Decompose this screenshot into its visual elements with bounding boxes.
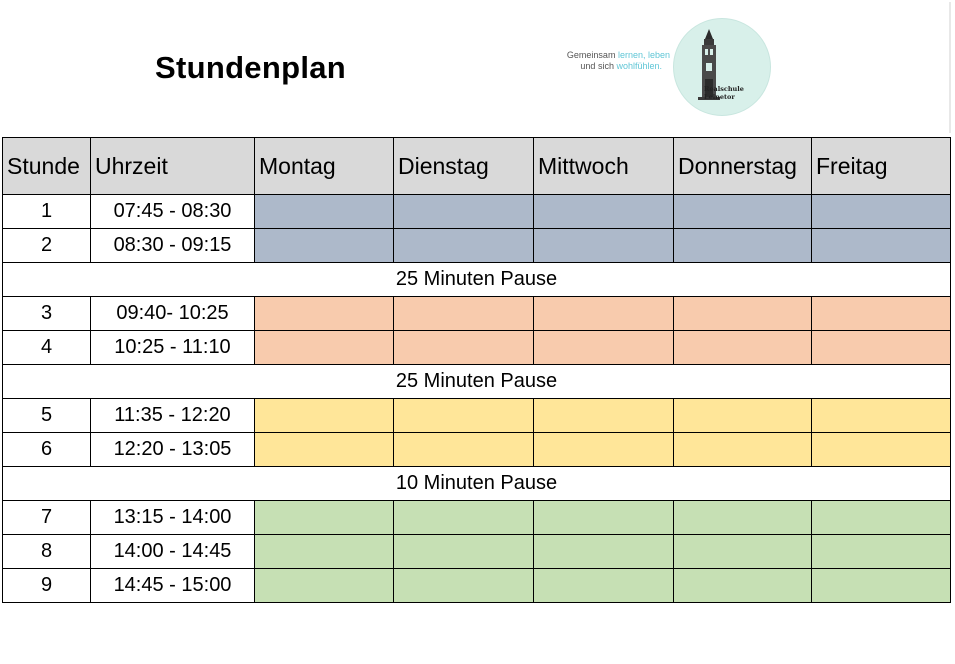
lesson-time: 07:45 - 08:30 xyxy=(91,195,255,229)
lesson-slot[interactable] xyxy=(394,229,534,263)
lesson-slot[interactable] xyxy=(255,501,394,535)
lesson-slot[interactable] xyxy=(394,569,534,603)
lesson-slot[interactable] xyxy=(674,331,812,365)
lesson-number: 5 xyxy=(3,399,91,433)
lesson-slot[interactable] xyxy=(674,229,812,263)
table-row xyxy=(3,331,951,365)
pause-label: 25 Minuten Pause xyxy=(3,263,951,297)
pause-label: 10 Minuten Pause xyxy=(3,467,951,501)
lesson-slot[interactable] xyxy=(674,569,812,603)
header-row xyxy=(3,138,951,195)
slogan-text: Gemeinsam xyxy=(566,50,618,60)
school-name-line: Leinetor xyxy=(704,93,735,101)
col-header-freitag: Freitag xyxy=(812,138,951,195)
table-row xyxy=(3,297,951,331)
lesson-number: 4 xyxy=(3,331,91,365)
table-row xyxy=(3,501,951,535)
lesson-slot[interactable] xyxy=(534,331,674,365)
col-header-montag: Montag xyxy=(255,138,394,195)
lesson-number: 2 xyxy=(3,229,91,263)
pause-row xyxy=(3,365,951,399)
lesson-slot[interactable] xyxy=(534,399,674,433)
col-header-donnerstag: Donnerstag xyxy=(674,138,812,195)
lesson-slot[interactable] xyxy=(674,399,812,433)
lesson-slot[interactable] xyxy=(812,501,951,535)
lesson-number: 1 xyxy=(3,195,91,229)
lesson-slot[interactable] xyxy=(534,535,674,569)
lesson-slot[interactable] xyxy=(255,535,394,569)
lesson-slot[interactable] xyxy=(812,433,951,467)
lesson-slot[interactable] xyxy=(674,195,812,229)
school-name xyxy=(704,85,744,101)
table-row xyxy=(3,535,951,569)
slogan-highlight: wohlfühlen. xyxy=(616,61,662,71)
lesson-number: 9 xyxy=(3,569,91,603)
pause-label: 25 Minuten Pause xyxy=(3,365,951,399)
lesson-slot[interactable] xyxy=(394,399,534,433)
table-row xyxy=(3,399,951,433)
lesson-time: 10:25 - 11:10 xyxy=(91,331,255,365)
lesson-slot[interactable] xyxy=(812,399,951,433)
lesson-slot[interactable] xyxy=(255,195,394,229)
lesson-slot[interactable] xyxy=(674,297,812,331)
lesson-slot[interactable] xyxy=(394,195,534,229)
slogan-highlight: lernen, leben xyxy=(617,50,670,60)
lesson-slot[interactable] xyxy=(812,569,951,603)
school-name-line: Realschule xyxy=(704,85,744,93)
school-logo xyxy=(673,18,771,116)
col-header-stunde: Stunde xyxy=(3,138,91,195)
lesson-slot[interactable] xyxy=(812,229,951,263)
lesson-slot[interactable] xyxy=(812,331,951,365)
col-header-uhrzeit: Uhrzeit xyxy=(91,138,255,195)
col-header-mittwoch: Mittwoch xyxy=(534,138,674,195)
table-row xyxy=(3,195,951,229)
lesson-slot[interactable] xyxy=(812,535,951,569)
lesson-slot[interactable] xyxy=(255,229,394,263)
lesson-slot[interactable] xyxy=(534,229,674,263)
lesson-slot[interactable] xyxy=(255,569,394,603)
lesson-number: 7 xyxy=(3,501,91,535)
lesson-time: 09:40- 10:25 xyxy=(91,297,255,331)
lesson-slot[interactable] xyxy=(255,297,394,331)
lesson-slot[interactable] xyxy=(394,331,534,365)
lesson-time: 14:45 - 15:00 xyxy=(91,569,255,603)
lesson-slot[interactable] xyxy=(812,297,951,331)
lesson-slot[interactable] xyxy=(394,433,534,467)
timetable xyxy=(2,137,951,603)
slogan-text: und sich xyxy=(580,61,617,71)
lesson-slot[interactable] xyxy=(394,501,534,535)
lesson-slot[interactable] xyxy=(534,433,674,467)
lesson-time: 13:15 - 14:00 xyxy=(91,501,255,535)
lesson-time: 08:30 - 09:15 xyxy=(91,229,255,263)
lesson-slot[interactable] xyxy=(534,501,674,535)
lesson-slot[interactable] xyxy=(674,501,812,535)
pause-row xyxy=(3,467,951,501)
lesson-time: 11:35 - 12:20 xyxy=(91,399,255,433)
lesson-slot[interactable] xyxy=(674,433,812,467)
lesson-slot[interactable] xyxy=(812,195,951,229)
lesson-number: 3 xyxy=(3,297,91,331)
lesson-slot[interactable] xyxy=(534,569,674,603)
lesson-slot[interactable] xyxy=(394,535,534,569)
school-slogan xyxy=(545,50,670,72)
lesson-slot[interactable] xyxy=(534,195,674,229)
table-row xyxy=(3,229,951,263)
pause-row xyxy=(3,263,951,297)
lesson-slot[interactable] xyxy=(534,297,674,331)
page-title: Stundenplan xyxy=(155,50,347,85)
lesson-number: 8 xyxy=(3,535,91,569)
lesson-slot[interactable] xyxy=(394,297,534,331)
lesson-slot[interactable] xyxy=(255,433,394,467)
lesson-number: 6 xyxy=(3,433,91,467)
lesson-slot[interactable] xyxy=(674,535,812,569)
table-row xyxy=(3,433,951,467)
lesson-time: 12:20 - 13:05 xyxy=(91,433,255,467)
lesson-slot[interactable] xyxy=(255,331,394,365)
col-header-dienstag: Dienstag xyxy=(394,138,534,195)
lesson-slot[interactable] xyxy=(255,399,394,433)
lesson-time: 14:00 - 14:45 xyxy=(91,535,255,569)
table-row xyxy=(3,569,951,603)
